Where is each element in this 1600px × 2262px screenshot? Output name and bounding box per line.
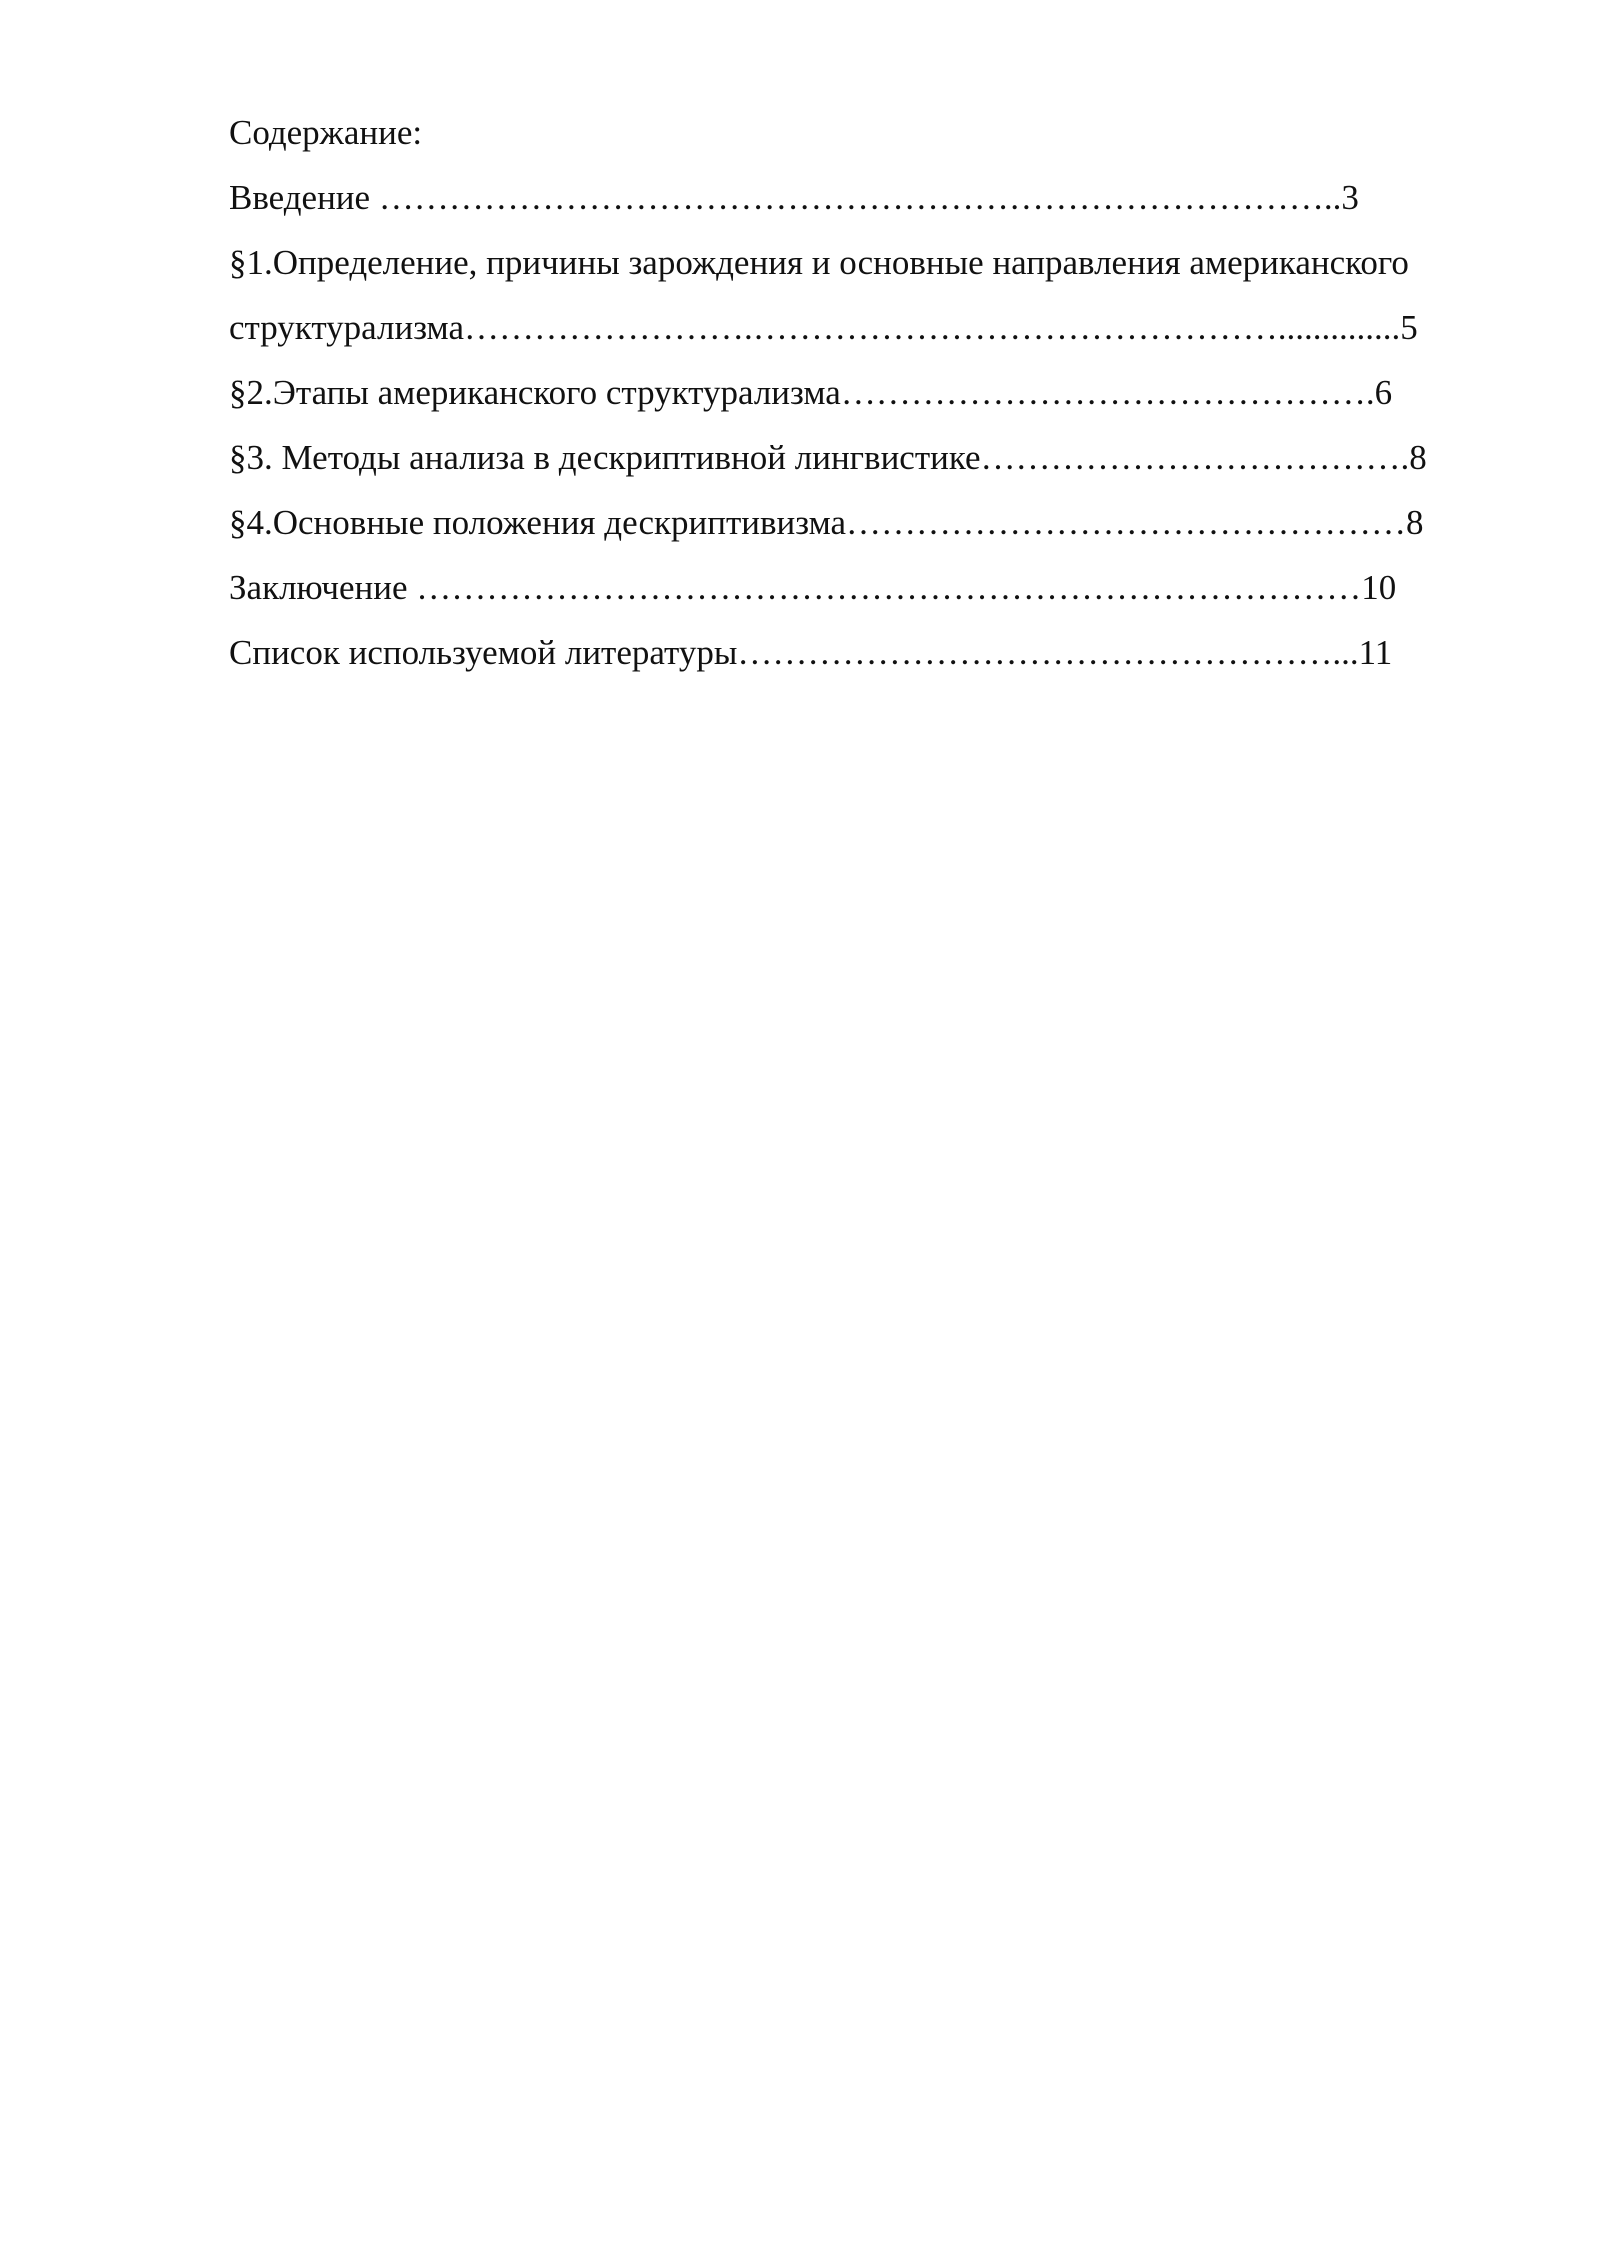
toc-entry-section-1-line-1: §1.Определение, причины зарождения и основные направления американского: [229, 243, 1409, 282]
table-of-contents: [229, 100, 1529, 685]
toc-entry-section-4: §4.Основные положения дескриптивизма…………………………………………8: [229, 503, 1424, 542]
toc-entry-introduction: Введение ………………………………………………………………………..3: [229, 178, 1359, 217]
toc-entry-section-1-line-2: структурализма…………………….………………………………………..............5: [229, 308, 1418, 347]
toc-heading: Содержание:: [229, 113, 423, 152]
toc-entry-section-2: §2.Этапы американского структурализма……………………………………….6: [229, 373, 1393, 412]
toc-entry-conclusion: Заключение ………………………………………………………………………10: [229, 568, 1397, 607]
toc-entry-references: Список используемой литературы……………………………………………...11: [229, 633, 1393, 672]
toc-entry-section-3: §3. Методы анализа в дескриптивной лингвистике……………………………….8: [229, 438, 1427, 477]
